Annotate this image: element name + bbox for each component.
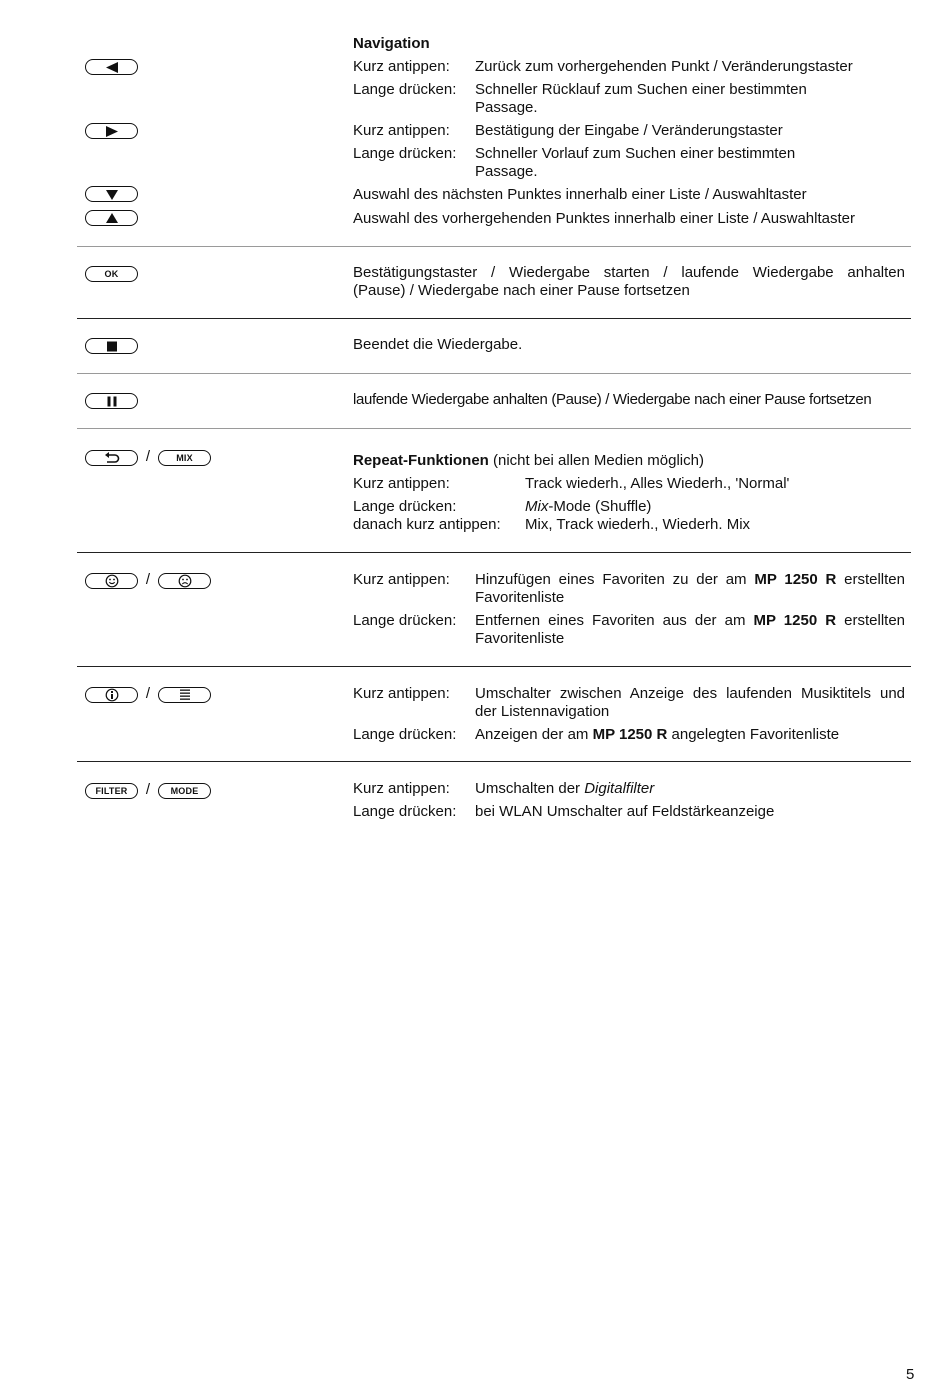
fav-long-desc: Entfernen eines Favoriten aus der am — [475, 612, 754, 629]
info-short-desc: Umschalter zwischen Anzeige des laufenden Musiktitels und — [475, 685, 905, 702]
repeat-then-desc: Mix, Track wiederh., Wiederh. Mix — [525, 516, 751, 533]
ok-desc-line-1: Bestätigungstaster / Wiedergabe starten / laufende Wiedergabe anhalten — [353, 264, 905, 281]
stop-key-row — [85, 338, 138, 354]
info-icon — [105, 688, 119, 702]
repeat-short-label: Kurz antippen: — [353, 475, 450, 492]
ok-button[interactable] — [85, 266, 138, 282]
filter-key-row — [85, 780, 211, 799]
info-short-desc-2: der Listennavigation — [475, 703, 610, 720]
fav-long-desc-2: Favoritenliste — [475, 630, 565, 647]
stop-desc: Beendet die Wiedergabe. — [353, 336, 523, 353]
filter-short-desc: Umschalten der — [475, 780, 585, 797]
left-triangle-icon — [105, 62, 119, 73]
list-icon — [178, 689, 192, 701]
ok-section — [353, 264, 905, 300]
right-long-desc-1: Schneller Vorlauf zum Suchen einer bestimmten — [475, 145, 796, 162]
fav-short-label: Kurz antippen: — [353, 571, 450, 588]
right-key-row — [85, 123, 138, 139]
divider — [77, 428, 911, 429]
slash-separator: / — [145, 447, 151, 465]
down-key-row — [85, 186, 138, 202]
repeat-heading-note: (nicht bei allen Medien möglich) — [488, 452, 704, 469]
pause-key-row — [85, 393, 138, 409]
fav-long-desc-end: erstellten — [836, 612, 906, 629]
left-long-desc-2: Passage. — [475, 99, 538, 116]
filter-section — [353, 780, 905, 821]
left-arrow-button[interactable] — [85, 59, 138, 75]
filter-button[interactable] — [85, 783, 138, 799]
ok-key-label: OK — [104, 269, 119, 279]
filter-key-label: FILTER — [95, 786, 128, 796]
repeat-long-desc: -Mode (Shuffle) — [548, 498, 652, 515]
fav-short-desc-2: Favoritenliste — [475, 589, 565, 606]
info-long-label: Lange drücken: — [353, 726, 457, 743]
repeat-long-desc-italic: Mix — [525, 498, 549, 515]
mode-button[interactable] — [158, 783, 211, 799]
filter-short-label: Kurz antippen: — [353, 780, 450, 797]
favorites-key-row — [85, 570, 211, 589]
favorite-add-button[interactable] — [85, 573, 138, 589]
fav-short-desc-end: erstellten — [836, 571, 905, 588]
repeat-key-row — [85, 447, 211, 466]
right-triangle-icon — [105, 126, 119, 137]
ok-key-row — [85, 266, 138, 282]
filter-long-label: Lange drücken: — [353, 803, 457, 820]
fav-long-label: Lange drücken: — [353, 612, 457, 629]
slash-separator: / — [145, 570, 151, 588]
info-button[interactable] — [85, 687, 138, 703]
left-short-label: Kurz antippen: — [353, 58, 450, 75]
up-key-row — [85, 210, 138, 226]
right-short-label: Kurz antippen: — [353, 122, 450, 139]
fav-short-model: MP 1250 R — [754, 571, 837, 588]
repeat-long-label: Lange drücken: — [353, 498, 457, 515]
down-desc: Auswahl des nächsten Punktes innerhalb einer Liste / Auswahltaster — [353, 186, 807, 203]
info-short-label: Kurz antippen: — [353, 685, 450, 702]
favorite-remove-button[interactable] — [158, 573, 211, 589]
slash-separator: / — [145, 684, 151, 702]
left-long-label: Lange drücken: — [353, 81, 457, 98]
pause-icon — [106, 396, 118, 407]
filter-short-italic: Digitalfilter — [584, 780, 655, 797]
filter-long-desc: bei WLAN Umschalter auf Feldstärkeanzeige — [475, 803, 775, 820]
right-short-desc: Bestätigung der Eingabe / Veränderungstaster — [475, 122, 783, 139]
right-long-label: Lange drücken: — [353, 145, 457, 162]
fav-short-desc: Hinzufügen eines Favoriten zu der am — [475, 571, 755, 588]
navigation-section — [353, 35, 905, 228]
page-number: 5 — [906, 1366, 915, 1381]
right-long-desc-2: Passage. — [475, 163, 538, 180]
smiley-happy-icon — [105, 574, 119, 588]
divider — [77, 373, 911, 374]
info-long-desc-end: angelegten Favoritenliste — [667, 726, 840, 743]
repeat-then-label: danach kurz antippen: — [353, 516, 501, 533]
mode-key-label: MODE — [170, 786, 199, 796]
left-long-desc-1: Schneller Rücklauf zum Suchen einer bestimmten — [475, 81, 807, 98]
down-arrow-button[interactable] — [85, 186, 138, 202]
navigation-heading: Navigation — [353, 35, 430, 52]
repeat-button[interactable] — [85, 450, 138, 466]
info-section — [353, 685, 905, 744]
list-button[interactable] — [158, 687, 211, 703]
right-arrow-button[interactable] — [85, 123, 138, 139]
slash-separator: / — [145, 780, 151, 798]
up-arrow-button[interactable] — [85, 210, 138, 226]
info-key-row — [85, 684, 211, 703]
divider — [77, 552, 911, 553]
mix-key-label: MIX — [176, 453, 193, 463]
ok-desc-line-2: (Pause) / Wiedergabe nach einer Pause fortsetzen — [353, 282, 690, 299]
smiley-sad-icon — [178, 574, 192, 588]
info-long-model: MP 1250 R — [592, 726, 668, 743]
divider — [77, 246, 911, 247]
mix-button[interactable] — [158, 450, 211, 466]
down-triangle-icon — [105, 189, 119, 200]
up-triangle-icon — [105, 213, 119, 224]
up-desc: Auswahl des vorhergehenden Punktes innerhalb einer Liste / Auswahltaster — [353, 210, 855, 227]
fav-long-model: MP 1250 R — [753, 612, 837, 629]
stop-button[interactable] — [85, 338, 138, 354]
favorites-section — [353, 571, 905, 648]
divider — [77, 761, 911, 762]
left-short-desc: Zurück zum vorhergehenden Punkt / Veränderungstaster — [475, 58, 853, 75]
pause-button[interactable] — [85, 393, 138, 409]
repeat-short-desc: Track wiederh., Alles Wiederh., 'Normal' — [525, 475, 790, 492]
repeat-heading: Repeat-Funktionen — [353, 452, 489, 469]
pause-desc: laufende Wiedergabe anhalten (Pause) / Wiedergabe nach einer Pause fortsetzen — [353, 391, 872, 408]
repeat-return-icon — [104, 452, 120, 464]
repeat-section — [353, 452, 905, 534]
stop-square-icon — [106, 341, 118, 352]
info-long-desc: Anzeigen der am — [475, 726, 593, 743]
divider — [77, 318, 911, 319]
left-key-row — [85, 59, 138, 75]
divider — [77, 666, 911, 667]
